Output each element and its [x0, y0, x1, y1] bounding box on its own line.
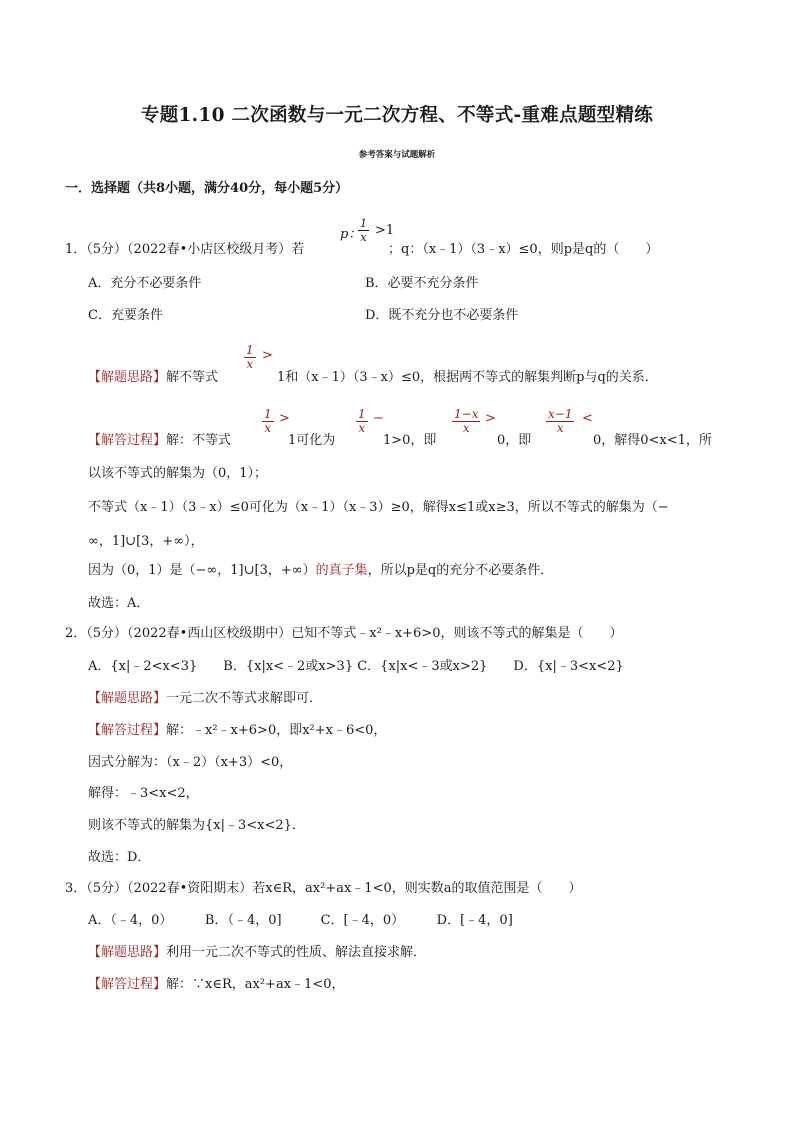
q3-idea-tag: 【解题思路】: [88, 945, 167, 960]
q1-process-tag: 【解答过程】: [88, 433, 167, 448]
q1-answer: 故选：A．: [88, 596, 150, 611]
q2-idea-tag: 【解题思路】: [88, 691, 167, 706]
q3-process: [88, 973, 344, 992]
q1-proc-gt2: >: [485, 411, 496, 426]
q1-stem: [65, 238, 304, 257]
q3-process-text: 解：∵x∈R，ax²+ax﹣1<0，: [166, 977, 345, 992]
q1-line5-c: ，所以p是q的充分不必要条件．: [367, 563, 554, 578]
q1-line5: [88, 559, 553, 578]
q1-proc-frac2-den: x: [358, 421, 366, 435]
q2-line4: 则该不等式的解集为{x|﹣3<x<2}．: [88, 818, 305, 833]
q1-stem-suffix: ；q：（x﹣1）（3﹣x）≤0，则p是q的（ ）: [388, 242, 659, 257]
q1-proc-frac4: [546, 408, 574, 435]
q1-p-after: >1: [375, 223, 395, 238]
q1-option-a: A．充分不必要条件: [88, 276, 202, 291]
q1-proc-frac3: [452, 408, 480, 435]
q1-proc-frac2: [356, 408, 368, 435]
page-title: 专题1.10 二次函数与一元二次方程、不等式-重难点题型精练: [140, 105, 654, 126]
q1-proc-minus: −: [373, 411, 384, 426]
q2-process-text: 解：﹣x²﹣x+6>0，即x²+x﹣6<0，: [166, 723, 387, 738]
q1-p-fraction: [358, 217, 369, 244]
q2-idea: [88, 687, 322, 706]
q1-proc-lt: <: [582, 411, 593, 426]
q1-proc-frac1: [262, 408, 274, 435]
q1-idea-fraction: [244, 344, 256, 371]
q1-line5-a: 因为（0，1）是（−∞，1]∪[3，+∞）: [88, 563, 316, 578]
q1-idea-frac-num: 1: [246, 343, 254, 357]
section-heading: 一．选择题（共8小题，满分40分，每小题5分）: [65, 181, 349, 196]
page-subtitle: 参考答案与试题解析: [358, 150, 436, 160]
q1-stem-prefix: 1．（5分）（2022春•小店区校级月考）若: [65, 242, 305, 257]
q1-line2: 以该不等式的解集为（0，1）；: [88, 466, 268, 481]
q3-stem: 3．（5分）（2022春•资阳期末）若x∈R，ax²+ax﹣1<0，则实数a的取值范围是（ ）: [65, 881, 582, 896]
q2-stem: 2．（5分）（2022春•西山区校级期中）已知不等式﹣x²﹣x+6>0，则该不等式的解集是（ ）: [65, 626, 623, 641]
q1-proc-frac3-den: x: [462, 421, 470, 435]
q1-idea-tag: 【解题思路】: [88, 370, 167, 385]
q1-idea-text-a: 解不等式: [166, 370, 219, 385]
q2-idea-text: 一元二次不等式求解即可．: [166, 691, 323, 706]
q1-proc-frac1-den: x: [264, 421, 272, 435]
q3-idea: [88, 941, 426, 960]
q2-answer: 故选：D．: [88, 850, 151, 865]
q1-proc-d: 0，即: [497, 433, 532, 448]
q2-line2: 因式分解为：（x﹣2）（x+3）<0，: [88, 755, 293, 770]
q2-options: A．{x|﹣2<x<3} B．{x|x<﹣2或x>3} C．{x|x<﹣3或x>2} D．{x|﹣3<x<2}: [88, 659, 624, 674]
q1-proc-frac3-num: 1−x: [454, 407, 479, 421]
q1-idea: [88, 366, 218, 385]
q1-idea-text-b: 1和（x﹣1）（3﹣x）≤0，根据两不等式的解集判断p与q的关系．: [277, 370, 658, 385]
q1-option-b: B．必要不充分条件: [365, 276, 479, 291]
q1-proc-c: 1>0，即: [383, 433, 437, 448]
q1-proc-frac1-num: 1: [264, 407, 272, 421]
q1-line4: ∞，1]∪[3，+∞），: [88, 534, 204, 549]
q2-line3: 解得：﹣3<x<2，: [88, 786, 199, 801]
q2-process-tag: 【解答过程】: [88, 723, 167, 738]
q1-process-a: 解：不等式: [166, 433, 232, 448]
q1-p-label: p：: [340, 227, 362, 242]
q1-proc-frac4-num: x−1: [548, 407, 573, 421]
q1-proc-frac4-den: x: [556, 421, 564, 435]
q1-p-frac-den: x: [360, 231, 367, 244]
q1-line3: 不等式（x﹣1）（3﹣x）≤0可化为（x﹣1）（x﹣3）≥0，解得x≤1或x≥3，所以不等式的解集为（−: [88, 500, 669, 515]
q1-proc-e: 0，解得0<x<1，所: [593, 433, 712, 448]
q1-process: [88, 429, 231, 448]
q1-option-d: D．既不充分也不必要条件: [365, 308, 519, 323]
q1-proc-frac2-num: 1: [358, 407, 366, 421]
q1-proc-b: 1可化为: [288, 433, 336, 448]
q1-proc-gt: >: [279, 411, 290, 426]
q1-p-frac-num: 1: [360, 217, 367, 230]
q1-idea-frac-den: x: [246, 357, 254, 371]
q1-idea-gt: >: [262, 348, 273, 363]
q2-process: [88, 719, 386, 738]
q3-process-tag: 【解答过程】: [88, 977, 167, 992]
q3-idea-text: 利用一元二次不等式的性质、解法直接求解．: [166, 945, 427, 960]
q1-option-c: C．充要条件: [88, 308, 163, 323]
q3-options: A．（﹣4，0） B．（﹣4，0] C．[﹣4，0） D．[﹣4，0]: [88, 913, 513, 928]
q1-line5-b: 的真子集: [315, 563, 368, 578]
